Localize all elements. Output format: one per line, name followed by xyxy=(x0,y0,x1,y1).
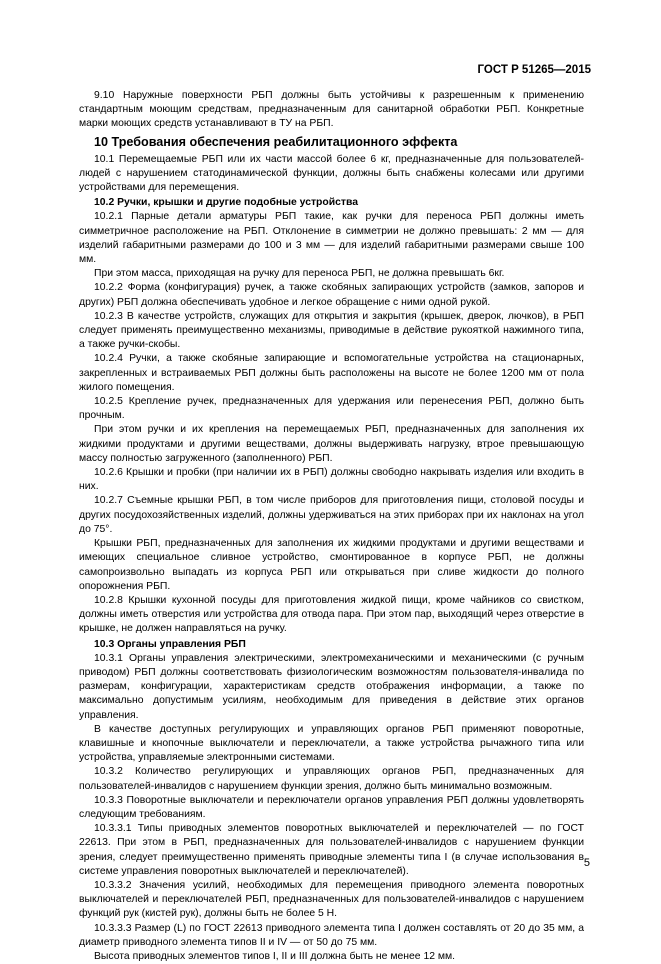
paragraph-10-2-1: 10.2.1 Парные детали арматуры РБП такие, как ручки для переноса РБП должны иметь симметричное расположение на РБП. Отклонение в симметрии не должно превышать: 2 мм — для изделий габаритными размерами до 100 и 3 мм — для изделий габаритными размерами свыше 100 мм. xyxy=(79,211,584,266)
subsection-heading-10-3: 10.3 Органы управления РБП xyxy=(94,638,246,650)
paragraph-10-2-7: 10.2.7 Съемные крышки РБП, в том числе приборов для приготовления пищи, столовой посуды и других посудохозяйственных изделий, должны удерживаться на этих приборах при их наклонах на угол до 75°. xyxy=(79,495,584,535)
paragraph-10-3-3-2: 10.3.3.2 Значения усилий, необходимых для перемещения приводного элемента поворотных выключателей и переключателей РБП, предназначенных для пользователей-инвалидов с нарушением функций рук (кистей рук), должны быть не более 5 Н. xyxy=(79,879,584,920)
paragraph-10-3-2: 10.3.2 Количество регулирующих и управляющих органов РБП, предназначенных для пользователей-инвалидов с нарушением функции зрения, должно быть минимально возможным. xyxy=(79,766,584,792)
paragraph-10-2-3: 10.2.3 В качестве устройств, служащих для открытия и закрытия (крышек, дверок, лючков), в РБП следует применять преимущественно механизмы, приводимые в действие рукояткой нажимного типа, а также ручки-скобы. xyxy=(79,310,584,351)
paragraph-10-2-1-mass: При этом масса, приходящая на ручку для переноса РБП, не должна превышать 6кг. xyxy=(94,268,505,280)
paragraph-10-3-3-3-height: Высота приводных элементов типов I, II и III должна быть не менее 12 мм. xyxy=(94,950,456,962)
paragraph-10-3-3-1: 10.3.3.1 Типы приводных элементов поворотных выключателей и переключателей — по ГОСТ 22613. При этом в РБП, предназначенных для пользователей-инвалидов с нарушением функции зрения, следует преимущественно применять приводные элементы типа I (в случае использования в системе управления поворотных выключателей и переключателей). xyxy=(79,823,584,877)
paragraph-10-2-5-load: При этом ручки и их крепления на перемещаемых РБП, предназначенных для заполнения их жидкими продуктами и другими веществами, должны выдерживать нагрузку, втрое превышающую массу полностью загруженного (заполненного) РБП. xyxy=(79,424,584,464)
paragraph-10-2-2: 10.2.2 Форма (конфигурация) ручек, а также скобяных запирающих устройств (замков, запоров и других) РБП должна обеспечивать удобное и легкое обращение с ними одной рукой. xyxy=(79,282,584,308)
document-header: ГОСТ Р 51265—2015 xyxy=(477,64,591,76)
paragraph-10-2-5: 10.2.5 Крепление ручек, предназначенных для удержания или перенесения РБП, должно быть прочным. xyxy=(79,396,584,422)
paragraph-10-3-1-controls: В качестве доступных регулирующих и управляющих органов РБП применяют поворотные, клавишные и кнопочные выключатели и переключатели, а также устройства рычажного типа или устройства, управляемые электронными системами. xyxy=(79,723,584,764)
paragraph-10-1: 10.1 Перемещаемые РБП или их части массой более 6 кг, предназначенные для пользователей-людей с нарушением статодинамической функции, должны быть снабжены колесами или другими устройствами для перемещения. xyxy=(79,153,584,194)
paragraph-10-2-6: 10.2.6 Крышки и пробки (при наличии их в РБП) должны свободно накрывать изделия или входить в них. xyxy=(79,467,584,493)
subsection-heading-10-2: 10.2 Ручки, крышки и другие подобные устройства xyxy=(94,197,359,209)
paragraph-10-2-8: 10.2.8 Крышки кухонной посуды для приготовления жидкой пищи, кроме чайников со свистком, должны иметь отверстия или устройства для отвода пара. При этом пар, выходящий через отверстие в крышке, не должен направляться на ручку. xyxy=(79,594,584,635)
paragraph-9-10: 9.10 Наружные поверхности РБП должны быть устойчивы к разрешенным к применению стандартным моющим средствам, предназначенным для санитарной обработки РБП. Конкретные марки моющих средств устанавливают в ТУ на РБП. xyxy=(79,90,584,130)
paragraph-10-3-1: 10.3.1 Органы управления электрическими, электромеханическими и механическими (с ручным приводом) РБП должны соответствовать физиологическим возможностям пользователя-инвалида по размерам, конфигурации, характеристикам средств отображения информации, а также по максимально допустимым усилиям, необходимым для приведения в действие этих органов управления. xyxy=(79,652,584,721)
paragraph-10-3-3-3: 10.3.3.3 Размер (L) по ГОСТ 22613 приводного элемента типа I должен составлять от 20 до 35 мм, а диаметр приводного элемента типов II и IV — от 50 до 75 мм. xyxy=(79,922,584,948)
page-number: 5 xyxy=(583,857,590,869)
section-heading-10: 10 Требования обеспечения реабилитационного эффекта xyxy=(94,134,458,149)
document-body xyxy=(79,89,584,964)
paragraph-10-3-3: 10.3.3 Поворотные выключатели и переключатели органов управления РБП должны удовлетворять следующим требованиям. xyxy=(79,794,584,820)
paragraph-10-2-4: 10.2.4 Ручки, а также скобяные запирающие и вспомогательные устройства на стационарных, закрепленных и встраиваемых РБП должны быть расположены на высоте не более 1200 мм от пола жилого помещения. xyxy=(79,353,584,393)
paragraph-10-2-7-lids: Крышки РБП, предназначенных для заполнения их жидкими продуктами и другими веществами и имеющих специальное сливное устройство, смонтированное в корпусе РБП, не должны самопроизвольно выпадать из корпуса РБП или открываться при сливе жидкости до полного опорожнения РБП. xyxy=(79,538,584,592)
